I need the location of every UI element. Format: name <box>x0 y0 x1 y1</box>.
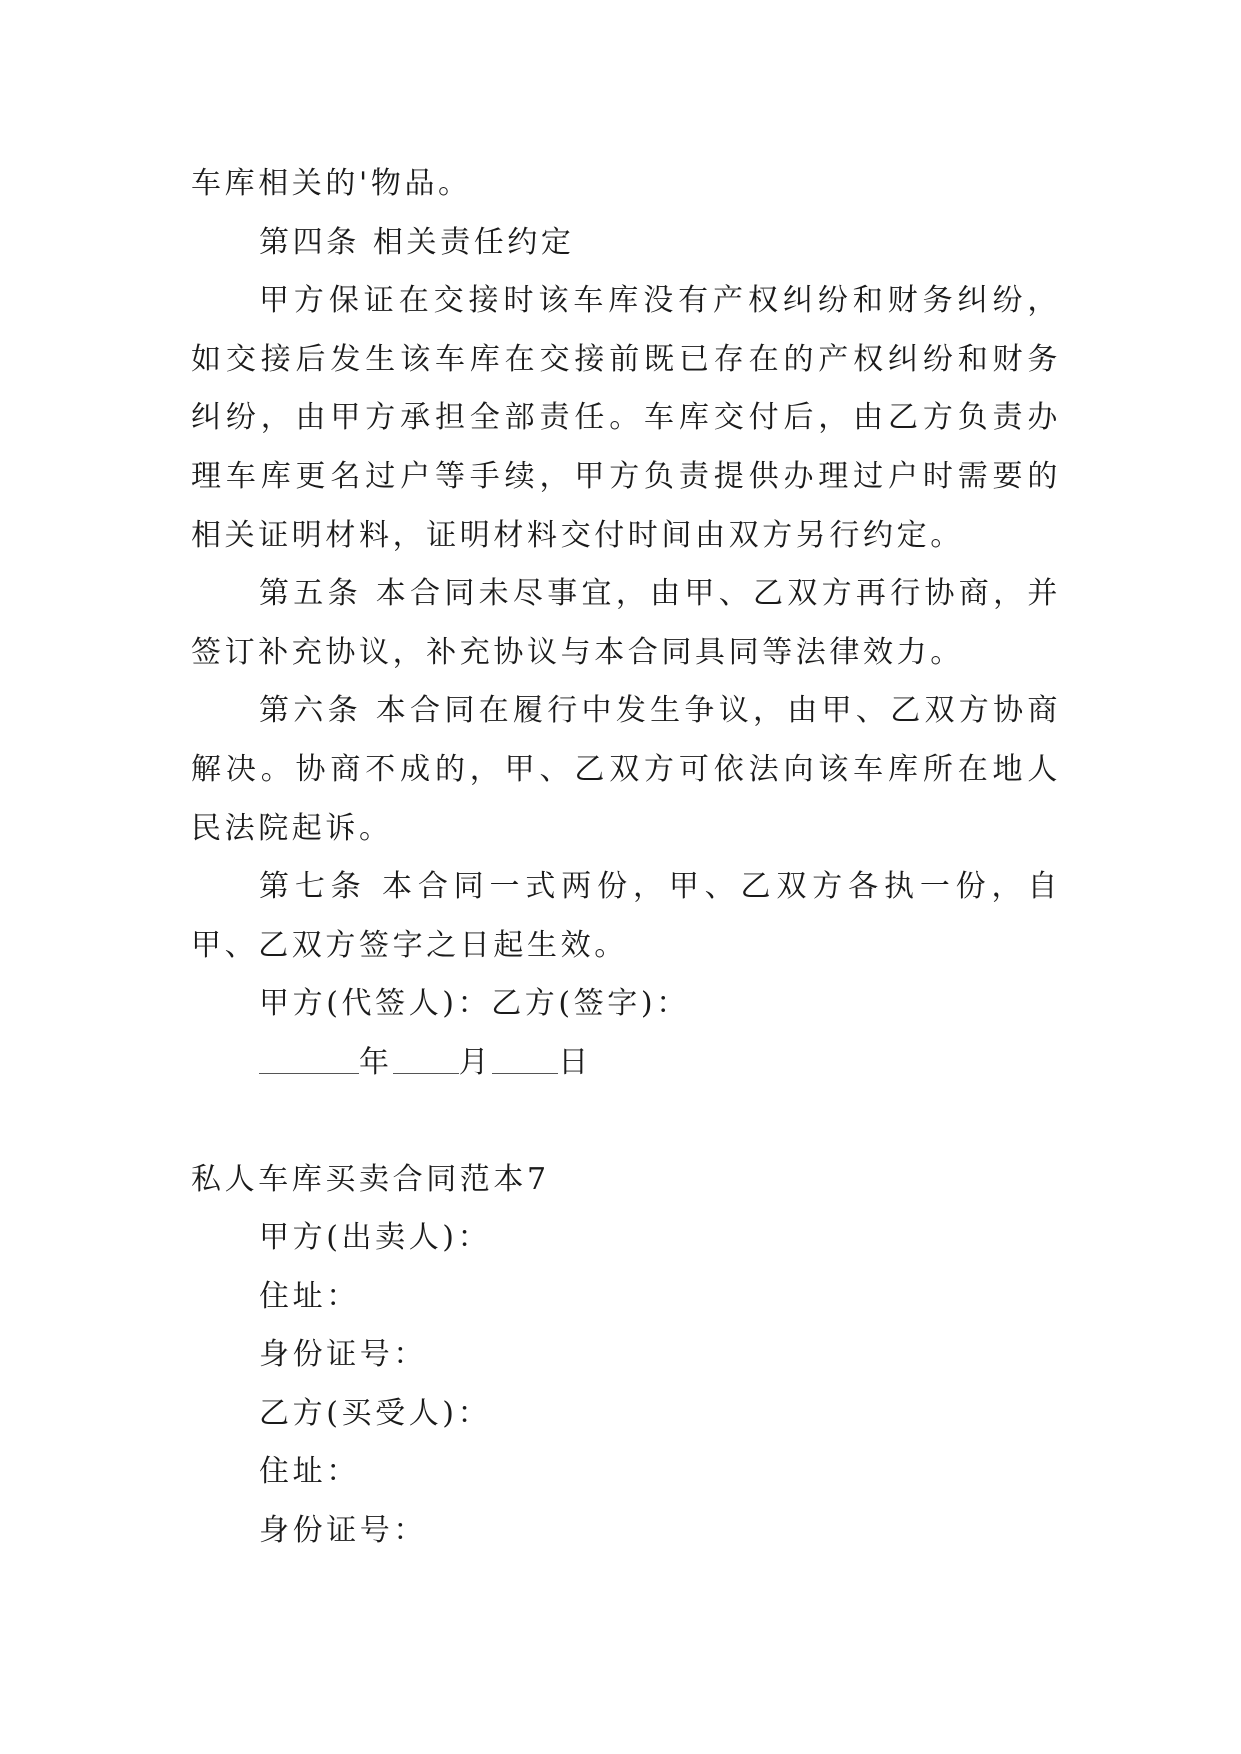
year-label: 年 <box>359 1044 393 1080</box>
party-a-address-label: 住址： <box>259 1278 360 1314</box>
day-blank <box>492 1043 558 1074</box>
paragraph-continuation: 车库相关的'物品。 <box>191 166 472 201</box>
signature-line: 甲方(代签人)：乙方(签字)： <box>259 986 690 1022</box>
article-5: 第五条 本合同未尽事宜，由甲、乙双方再行协商，并签订补充协议，补充协议与本合同具同等法律效力。 <box>191 576 1061 670</box>
party-a-label: 甲方(出卖人)： <box>259 1220 492 1256</box>
document-body <box>191 155 1061 1561</box>
section-title: 私人车库买卖合同范本7 <box>191 1161 550 1197</box>
section-gap <box>191 1093 1061 1151</box>
article-7: 第七条 本合同一式两份，甲、乙双方各执一份，自甲、乙双方签字之日起生效。 <box>191 869 1061 963</box>
year-blank <box>259 1043 359 1074</box>
party-b-id-label: 身份证号： <box>259 1513 427 1549</box>
party-a-id-label: 身份证号： <box>259 1337 427 1373</box>
article-6: 第六条 本合同在履行中发生争议，由甲、乙双方协商解决。协商不成的，甲、乙双方可依法向该车库所在地人民法院起诉。 <box>191 693 1061 846</box>
party-b-address-label: 住址： <box>259 1454 360 1490</box>
article-4-title: 第四条 相关责任约定 <box>259 224 575 260</box>
month-blank <box>393 1043 459 1074</box>
party-b-label: 乙方(买受人)： <box>259 1395 492 1431</box>
date-line <box>191 1034 1061 1093</box>
article-4-body: 甲方保证在交接时该车库没有产权纠纷和财务纠纷，如交接后发生该车库在交接前既已存在的产权纠纷和财务纠纷，由甲方承担全部责任。车库交付后，由乙方负责办理车库更名过户等手续，甲方负责提供办理过户时需要的相关证明材料，证明材料交付时间由双方另行约定。 <box>191 283 1061 553</box>
month-label: 月 <box>458 1044 493 1080</box>
day-label: 日 <box>558 1044 592 1080</box>
